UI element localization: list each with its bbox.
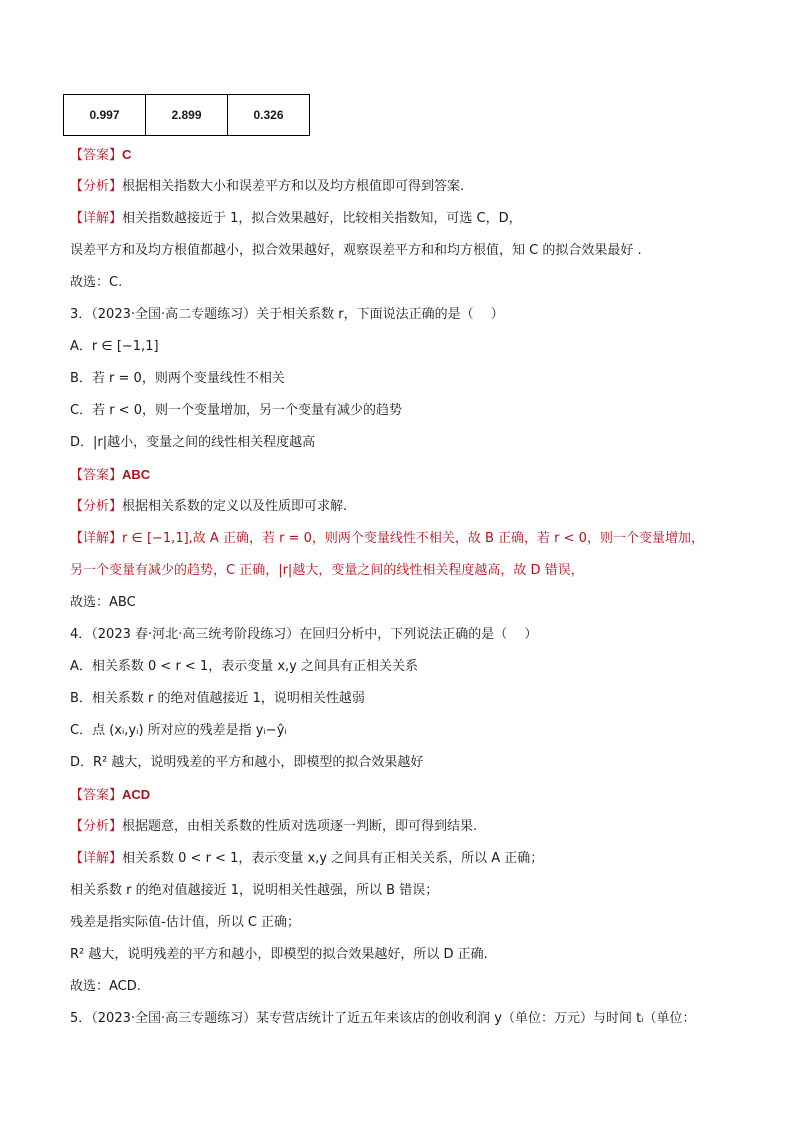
table-cell: 0.997 [64,95,146,136]
q4-option-b: B．相关系数 r 的绝对值越接近 1，说明相关性越弱 [70,691,365,706]
table-cell: 0.326 [228,95,310,136]
q3-detail-2: 另一个变量有减少的趋势，C 正确，|r|越大，变量之间的线性相关程度越高，故 D 错误， [70,563,584,578]
q4-choose: 故选：ACD. [70,979,141,994]
q3-choose: 故选：ABC [70,595,136,610]
q4-analysis: 【分析】根据题意，由相关系数的性质对选项逐一判断，即可得到结果. [70,819,478,834]
q3-option-b: B．若 r = 0，则两个变量线性不相关 [70,371,285,386]
data-table [63,94,310,136]
q3-answer: 【答案】ABC [70,467,151,483]
q2-answer: 【答案】C [70,147,132,163]
q3-analysis: 【分析】根据相关系数的定义以及性质即可求解. [70,499,348,514]
q4-answer: 【答案】ACD [70,787,151,803]
q4-detail-3: 残差是指实际值-估计值，所以 C 正确； [70,915,301,930]
q3-option-c: C．若 r < 0，则一个变量增加，另一个变量有减少的趋势 [70,403,402,418]
q4-stem: 4．（2023 春·河北·高三统考阶段练习）在回归分析中，下列说法正确的是（ ） [70,627,538,642]
q4-detail-1: 【详解】相关系数 0 < r < 1，表示变量 x,y 之间具有正相关关系，所以 A 正确； [70,851,544,866]
q2-analysis: 【分析】根据相关指数大小和误差平方和以及均方根值即可得到答案. [70,179,465,194]
q3-detail-1: 【详解】r ∈ [−1,1],故 A 正确，若 r = 0，则两个变量线性不相关，故 B 正确，若 r < 0，则一个变量增加， [70,531,704,546]
q2-detail-2: 误差平方和及均方根值都越小，拟合效果越好，观察误差平方和和均方根值，知 C 的拟合效果最好 . [70,243,642,258]
q3-stem: 3．（2023·全国·高二专题练习）关于相关系数 r，下面说法正确的是（ ） [70,307,504,322]
table-cell: 2.899 [146,95,228,136]
q3-option-d: D．|r|越小，变量之间的线性相关程度越高 [70,435,316,450]
q4-option-d: D．R² 越大，说明残差的平方和越小，即模型的拟合效果越好 [70,755,424,770]
q4-detail-2: 相关系数 r 的绝对值越接近 1，说明相关性越强，所以 B 错误； [70,883,439,898]
table-row [64,95,310,136]
q3-option-a: A．r ∈ [−1,1] [70,339,159,354]
q4-option-c: C．点 (xᵢ,yᵢ) 所对应的残差是指 yᵢ−ŷᵢ [70,723,287,738]
q2-detail-1: 【详解】相关指数越接近于 1，拟合效果越好，比较相关指数知，可选 C，D， [70,211,522,226]
q4-option-a: A．相关系数 0 < r < 1，表示变量 x,y 之间具有正相关关系 [70,659,419,674]
q2-choose: 故选：C. [70,275,123,290]
q5-stem: 5．（2023·全国·高三专题练习）某专营店统计了近五年来该店的创收利润 y（单位：万元）与时间 tᵢ（单位： [70,1011,696,1026]
q4-detail-4: R² 越大，说明残差的平方和越小，即模型的拟合效果越好，所以 D 正确. [70,947,488,962]
